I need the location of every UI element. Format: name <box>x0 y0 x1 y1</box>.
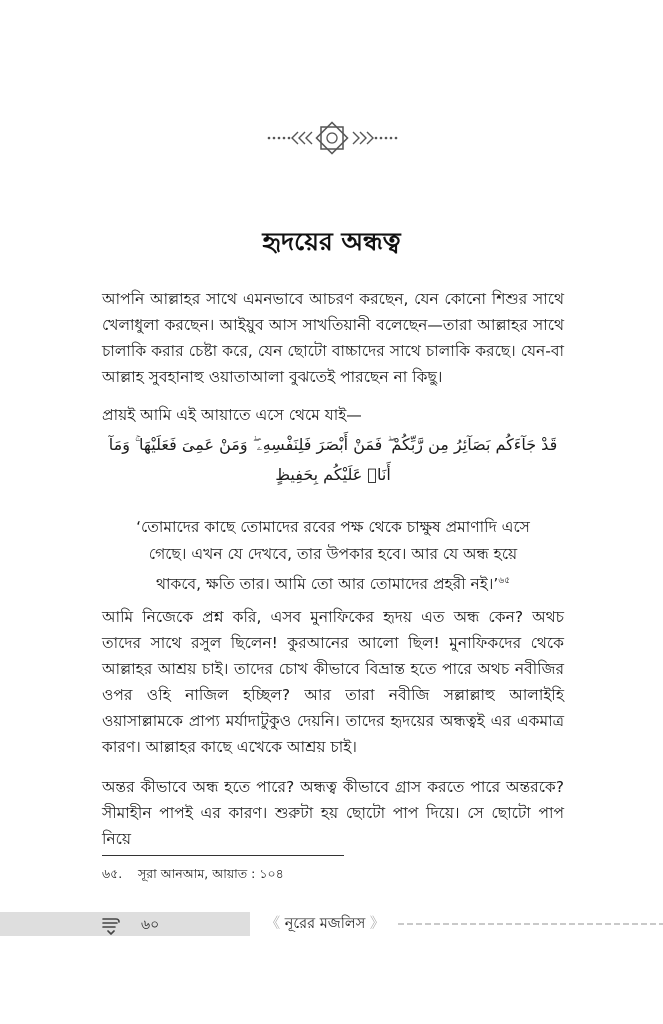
footnote <box>102 866 284 886</box>
footer-bar <box>0 912 250 936</box>
footnote-text: সূরা আনআম, আয়াত : ১০৪ <box>138 866 284 881</box>
footnote-number: ৬৫. <box>102 866 123 881</box>
quran-verse-arabic <box>102 430 564 490</box>
translation-text: ‘তোমাদের কাছে তোমাদের রবের পক্ষ থেকে চাক্ষুষ প্রমাণাদি এসে গেছে। এখন যে দেখবে, তার উপকার হবে। আর যে অন্ধ হয়ে থাকবে, ক্ষতি তার। আমি তো আর তোমাদের প্রহরী নই।’ <box>136 518 530 594</box>
book-title: নূরের মজলিস <box>284 916 366 932</box>
chapter-title: হৃদয়ের অন্ধত্ব <box>262 227 401 256</box>
paragraph-4: অন্তর কীভাবে অন্ধ হতে পারে? অন্ধত্ব কীভাবে গ্রাস করতে পারে অন্তরকে? সীমাহীন পাপই এর কারণ। শুরুটা হয় ছোটো পাপ দিয়ে। সে ছোটো পাপ নিয়ে <box>102 778 564 848</box>
paragraph-3: আমি নিজেকে প্রশ্ন করি, এসব মুনাফিকের হৃদয় এত অন্ধ কেন? অথচ তাদের সাথে রসুল ছিলেন! কুরআনের আলো ছিল! মুনাফিকদের থেকে আল্লাহর আশ্রয় চাই। তাদের চোখ কীভাবে বিভ্রান্ত হতে পারে অথচ নবীজির ওপর ওহি নাজিল হচ্ছিল? আর তারা নবীজি সল্লাল্লাহু আলাইহি ওয়াসাল্লামকে প্রাপ্য মর্যাদাটুকুও দেয়নি। তাদের হৃদয়ের অন্ধত্বই এর একমাত্র কারণ। আল্লাহর কাছে এখেকে আশ্রয় চাই। <box>102 608 564 756</box>
paragraph-1: আপনি আল্লাহর সাথে এমনভাবে আচরণ করছেন, যেন কোনো শিশুর সাথে খেলাধুলা করছেন। আইয়ুব আস সাখতিয়ানী বলেছেন—তারা আল্লাহর সাথে চালাকি করার চেষ্টা করে, যেন ছোটো বাচ্চাদের সাথে চালাকি করছে। যেন-বা আল্লাহ সুবহানাহু ওয়াতাআলা বুঝতেই পারছেন না কিছু। <box>102 290 564 386</box>
paragraph-2: প্রায়ই আমি এই আয়াতে এসে থেমে যাই— <box>102 406 362 424</box>
page-number: ৬০ <box>141 917 160 933</box>
decorative-star-ornament-icon <box>265 118 400 158</box>
arabic-line-2: أَنَا۠ عَلَيْكُم بِحَفِيظٍ <box>275 465 391 484</box>
chevron-right-icon: 》 <box>369 916 385 932</box>
footer-divider <box>398 923 663 925</box>
running-title <box>255 912 395 937</box>
book-pages-icon <box>100 913 122 935</box>
arabic-line-1: قَدْ جَآءَكُم بَصَآئِرُ مِن رَّبِّكُمْ ۖ فَمَنْ أَبْصَرَ فَلِنَفْسِهِۦ ۖ وَمَنْ عَمِىَ فَعَلَيْهَا ۚ وَمَآ <box>108 435 558 454</box>
footnote-divider <box>102 855 344 856</box>
footnote-reference[interactable]: ৬৫ <box>498 576 511 586</box>
verse-translation <box>126 514 540 598</box>
chevron-left-icon: 《 <box>265 916 281 932</box>
